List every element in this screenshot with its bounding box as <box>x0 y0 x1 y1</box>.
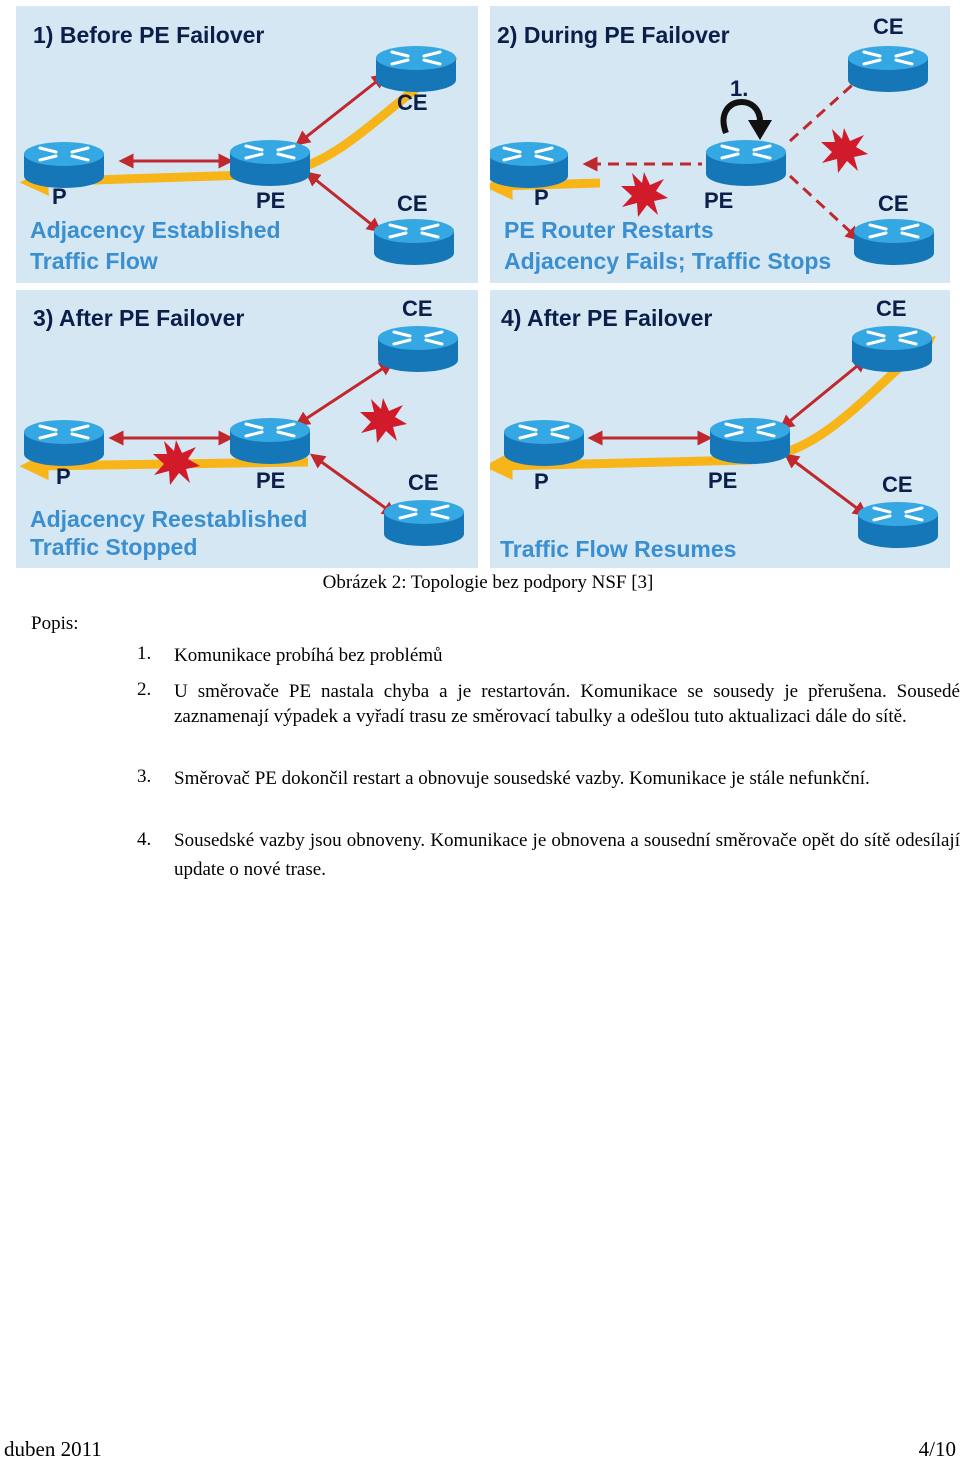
p-label: P <box>534 469 549 494</box>
router-ce-bottom <box>854 219 934 265</box>
figure-panel-2 <box>490 6 950 283</box>
router-ce-top <box>378 326 458 372</box>
adjacency-link-failed <box>790 78 860 141</box>
panel-caption-line: PE Router Restarts <box>504 217 714 243</box>
router-ce-top <box>852 326 932 372</box>
panel-caption-line: Traffic Stopped <box>30 534 198 560</box>
panel-title: 4) After PE Failover <box>501 305 713 331</box>
panel-title: 3) After PE Failover <box>33 305 245 331</box>
list-text: Komunikace probíhá bez problémů <box>174 645 443 666</box>
router-pe <box>710 418 790 464</box>
figure-caption: Obrázek 2: Topologie bez podpory NSF [3] <box>322 572 654 593</box>
list-text: U směrovače PE nastala chyba a je restartován. Komunikace se sousedy je přerušena. Sousedé zaznamenají výpadek a vyřadí trasu ze směrovací tabulky a odešlou tuto aktualizaci dále do sítě. <box>174 681 960 727</box>
list-number: 4. <box>137 829 152 850</box>
description-label: Popis: <box>31 613 79 634</box>
ce-label: CE <box>876 296 907 321</box>
ce-label: CE <box>408 470 439 495</box>
router-ce-bottom <box>858 502 938 548</box>
pe-label: PE <box>704 188 734 213</box>
p-label: P <box>534 185 549 210</box>
router-ce-top <box>848 46 928 92</box>
list-number: 3. <box>137 766 152 787</box>
router-p <box>504 420 584 466</box>
list-text: Směrovač PE dokončil restart a obnovuje sousedské vazby. Komunikace je stále nefunkční. <box>174 768 870 789</box>
router-ce-bottom <box>374 219 454 265</box>
list-text: Sousedské vazby jsou obnoveny. Komunikace je obnovena a sousední směrovače opět do sítě odesílají update o nové trase. <box>174 830 960 880</box>
adjacency-link <box>311 176 376 228</box>
failure-burst <box>821 128 868 173</box>
list-number: 2. <box>137 679 152 700</box>
router-pe <box>706 140 786 186</box>
ce-label: CE <box>873 14 904 39</box>
failure-burst <box>360 398 407 443</box>
panel-caption-line: Adjacency Fails; Traffic Stops <box>504 248 832 274</box>
panel-caption-line: Adjacency Reestablished <box>30 506 308 532</box>
pe-label: PE <box>256 468 286 493</box>
ce-label: CE <box>402 296 433 321</box>
router-ce-top <box>376 46 456 92</box>
router-p <box>490 142 568 188</box>
ce-label: CE <box>397 90 428 115</box>
step-marker: 1. <box>730 76 749 101</box>
figure-panel-4 <box>490 290 950 568</box>
list-number: 1. <box>137 643 152 664</box>
panel-caption-line: Traffic Flow <box>30 248 158 274</box>
adjacency-link <box>790 458 862 512</box>
adjacency-link <box>316 458 391 512</box>
ce-label: CE <box>878 191 909 216</box>
router-pe <box>230 140 310 186</box>
panel-caption-line: Adjacency Established <box>30 217 281 243</box>
panel-title: 2) During PE Failover <box>497 22 730 48</box>
router-p <box>24 420 104 466</box>
ce-label: CE <box>397 191 428 216</box>
figure-panel-3 <box>16 290 478 568</box>
p-label: P <box>52 184 67 209</box>
failure-burst <box>621 172 668 217</box>
footer-page-number: 4/10 <box>918 1437 956 1461</box>
pe-label: PE <box>256 188 286 213</box>
router-ce-bottom <box>384 500 464 546</box>
router-p <box>24 142 104 188</box>
footer-date: duben 2011 <box>4 1437 102 1461</box>
router-pe <box>230 418 310 464</box>
p-label: P <box>56 464 71 489</box>
figure-panel-1 <box>16 6 478 283</box>
panel-caption-line: Traffic Flow Resumes <box>500 536 737 562</box>
pe-label: PE <box>708 468 738 493</box>
adjacency-link-failed <box>790 176 855 236</box>
ce-label: CE <box>882 472 913 497</box>
panel-title: 1) Before PE Failover <box>33 22 265 48</box>
